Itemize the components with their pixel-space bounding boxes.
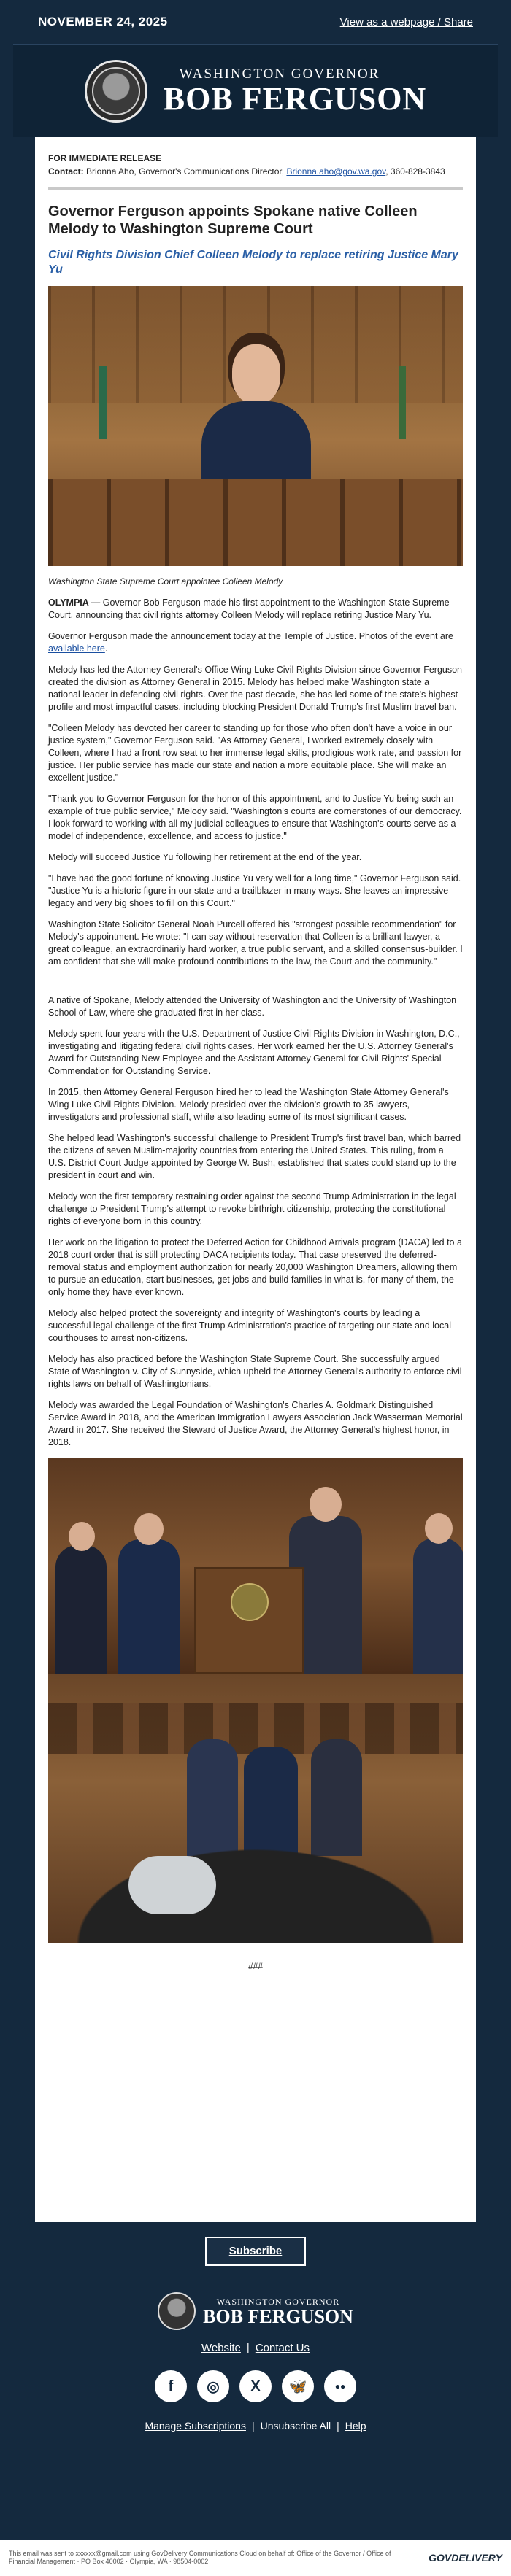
contact-email-link[interactable]: Brionna.aho@gov.wa.gov xyxy=(286,166,386,177)
paragraph: She helped lead Washington's successful challenge to President Trump's first travel ban, which barred the citizens of seven Muslim-majority countries from entering the United States. This ruling, from a U.S. District Court Judge appointed by George W. Bush, established that states could stand up to the president in court and win. xyxy=(48,1133,461,1180)
paragraph: OLYMPIA — Governor Bob Ferguson made his first appointment to the Washington State Supreme Court, announcing that civil rights attorney Colleen Melody will replace retiring Justice Mary Yu. xyxy=(48,597,450,620)
paragraph: Melody was awarded the Legal Foundation of Washington's Charles A. Goldmark Distinguished Service Award in 2018, and the American Immigration Lawyers Association Jack Wasserman Memorial Award in 2017. She received the Steward of Justice Award, the Attorney General's highest honor, in 2018. xyxy=(48,1400,463,1447)
governor-brand xyxy=(164,66,426,116)
subscribe-button[interactable]: Subscribe xyxy=(205,2237,306,2266)
paragraph: "Colleen Melody has devoted her career to standing up for those who often don't have a voice in our justice system," Governor Ferguson said. "As Attorney General, I worked extremely closely with Colleen, where I had a front row seat to her immense legal skills, prodigious work rate, and passion for justice. Her public service has made our state and nation a more equitable place. She will make an excellent justice." xyxy=(48,723,462,783)
x-icon[interactable]: X xyxy=(239,2370,272,2402)
view-as-webpage-link[interactable]: View as a webpage / Share xyxy=(339,15,473,28)
brand-line1: WASHINGTON GOVERNOR xyxy=(179,66,380,82)
paragraph: Her work on the litigation to protect the Deferred Action for Childhood Arrivals program (DACA) led to a 2018 court order that is still protecting DACA recipients today. That case preserved the deferred-removal status and employment authorization for nearly 20,000 Washington Dreamers, allowing them to pursue an education, start businesses, get jobs and build families in what is, for many of them, the only home they have ever known. xyxy=(48,1237,462,1297)
paragraph: Governor Ferguson made the announcement today at the Temple of Justice. Photos of the event are available here. xyxy=(48,631,453,654)
footer-brand-line2: BOB FERGUSON xyxy=(203,2305,353,2327)
top-bar xyxy=(0,0,511,44)
paragraph: Melody will succeed Justice Yu following her retirement at the end of the year. xyxy=(48,852,362,862)
state-seal-icon xyxy=(85,60,147,123)
podium-seal-icon xyxy=(231,1583,269,1621)
fine-print: This email was sent to xxxxxx@gmail.com using GovDelivery Communications Cloud on behalf of: Office of the Governor / Office of Financial Management · PO Box 40002 · Olympia, WA · 98504-0002 xyxy=(9,2550,391,2565)
paragraph: Washington State Solicitor General Noah Purcell offered his "strongest possible recommendation" for Melody's appointment. He wrote: "I can say without reservation that Colleen is a brilliant lawyer, a great colleague, an extraordinarily hard worker, a true public servant, and a skilled consensus-builder. I am confident that she will make profound contributions to the law, the Court and the community." xyxy=(48,919,463,967)
footer-brand-line1: WASHINGTON GOVERNOR xyxy=(216,2296,340,2307)
bottom-bar xyxy=(0,2540,511,2576)
article-subtitle: Civil Rights Division Chief Colleen Melody to replace retiring Justice Mary Yu xyxy=(48,249,458,276)
subscription-links: Manage Subscriptions | Unsubscribe All | Help xyxy=(145,2420,366,2432)
social-icons xyxy=(0,2370,511,2402)
paragraph: Melody has led the Attorney General's Office Wing Luke Civil Rights Division since Governor Ferguson created the division as Attorney General in 2015. Melody has helped make Washington state a national leader in defending civil rights. Over the past decade, she has led some of the state's highest-profile and most impactful cases, including blocking President Donald Trump's first Muslim travel ban. xyxy=(48,665,462,712)
photos-link[interactable]: available here xyxy=(48,643,105,654)
flickr-icon[interactable]: ●● xyxy=(324,2370,356,2402)
paragraph: "Thank you to Governor Ferguson for the honor of this appointment, and to Justice Yu being such an example of true public service," Melody said. "Washington's courts are cornerstones of our democracy. I look forward to working with all my judicial colleagues to ensure that Washington's courts serve as a model of independence, excellence, and access to justice." xyxy=(48,794,462,841)
end-mark: ### xyxy=(247,1961,264,1971)
dateline: OLYMPIA — xyxy=(48,597,101,608)
manage-subscriptions-link[interactable]: Manage Subscriptions xyxy=(145,2420,246,2432)
brand-line2: BOB FERGUSON xyxy=(163,80,427,117)
issue-date: NOVEMBER 24, 2025 xyxy=(38,15,168,28)
contact-phone: , 360-828-3843 xyxy=(385,166,445,177)
bluesky-icon[interactable]: 🦋 xyxy=(282,2370,314,2402)
release-label: FOR IMMEDIATE RELEASE xyxy=(48,153,162,163)
paragraph: Melody has also practiced before the Washington State Supreme Court. She successfully argued State of Washington v. City of Sunnyside, which upheld the Attorney General's authority to enforce civil rights laws on behalf of Washingtonians. xyxy=(48,1354,462,1389)
email-body xyxy=(35,137,476,2222)
contact-text: Brionna Aho, Governor's Communications Director, xyxy=(86,166,285,177)
website-link[interactable]: Website xyxy=(201,2342,241,2354)
press-conference-photo xyxy=(48,1458,463,1674)
footer xyxy=(0,2222,511,2432)
photo-caption: Washington State Supreme Court appointee Colleen Melody xyxy=(48,576,283,587)
facebook-icon[interactable]: f xyxy=(155,2370,187,2402)
paragraph: Melody won the first temporary restraining order against the second Trump Administration in the legal challenge to President Trump's attempt to revoke birthright citizenship, protecting the constitutional rights of everyone born in this country. xyxy=(48,1191,456,1226)
paragraph: "I have had the good fortune of knowing Justice Yu very well for a long time," Governor Ferguson said. "Justice Yu is a historic figure in our state and a trailblazer in many ways. She leaves an impressive legacy and very big shoes to fill on this Court." xyxy=(48,873,461,908)
appointee-photo xyxy=(48,286,463,566)
footer-brand xyxy=(0,2292,511,2330)
camera-icon xyxy=(128,1856,216,1914)
govdelivery-logo[interactable]: GOVDELIVERY xyxy=(429,2552,502,2564)
unsubscribe-all-link[interactable]: Unsubscribe All xyxy=(260,2420,331,2432)
divider xyxy=(48,187,463,190)
help-link[interactable]: Help xyxy=(345,2420,366,2432)
footer-links: Website | Contact Us xyxy=(201,2342,310,2354)
contact-line xyxy=(48,166,463,177)
contact-us-link[interactable]: Contact Us xyxy=(255,2342,310,2354)
paragraph: In 2015, then Attorney General Ferguson hired her to lead the Washington State Attorney General's Wing Luke Civil Rights Division. Melody presided over the division's growth to 35 lawyers, investigators and professional staff, while also leading some of its most significant cases. xyxy=(48,1087,449,1122)
paragraph: A native of Spokane, Melody attended the University of Washington and the University of Washington School of Law, where she graduated first in her class. xyxy=(48,995,457,1018)
article-title: Governor Ferguson appoints Spokane native Colleen Melody to Washington Supreme Court xyxy=(48,204,418,237)
audience-photo xyxy=(48,1674,463,1943)
paragraph: Melody spent four years with the U.S. Department of Justice Civil Rights Division in Washington, D.C., investigating and litigating federal civil rights cases. Her work earned her the U.S. Attorney General's Award for Outstanding New Employee and the Assistant Attorney General for Civil Rights' Special Commendation for Outstanding Service. xyxy=(48,1029,460,1076)
instagram-icon[interactable]: ◎ xyxy=(197,2370,229,2402)
header-banner xyxy=(13,44,498,137)
paragraph: Melody also helped protect the sovereignty and integrity of Washington's courts by leading a successful legal challenge of the first Trump Administration's practice of targeting our state and local courthouses to arrest non-citizens. xyxy=(48,1308,451,1343)
footer-seal-icon xyxy=(158,2292,196,2330)
contact-label: Contact: xyxy=(48,166,84,177)
